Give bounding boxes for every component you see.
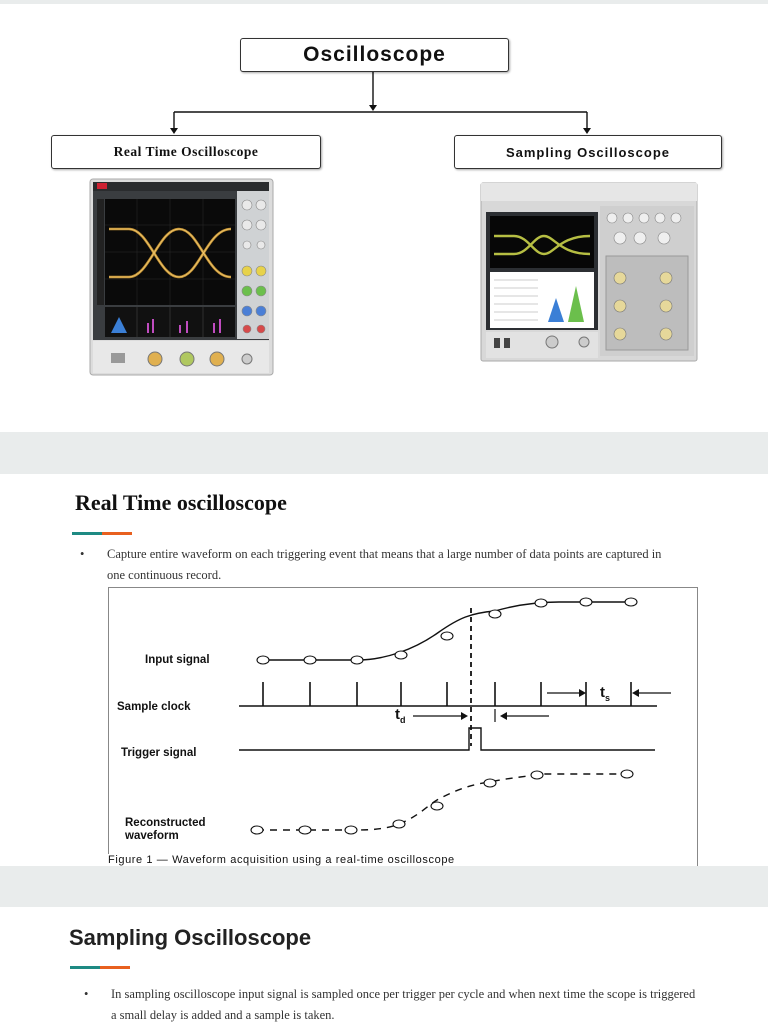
heading-accent-underline: [70, 966, 130, 969]
root-node-oscilloscope: [240, 38, 509, 72]
node-sampling-oscilloscope: [454, 135, 722, 169]
root-node-label: Oscilloscope: [303, 43, 446, 66]
slide-sampling-oscilloscope: [0, 907, 768, 1024]
bullet-marker: •: [84, 987, 89, 1001]
slide-real-time-oscilloscope: [0, 474, 768, 866]
real-time-oscilloscope-image: [89, 177, 275, 377]
input-sample-points: [257, 598, 637, 664]
bullet-capture-waveform: [80, 544, 680, 586]
node-label-sampling: Sampling Oscilloscope: [505, 144, 671, 160]
input-signal-curve: [263, 602, 629, 660]
slide-oscilloscope-types: [0, 4, 768, 432]
bullet-text: Capture entire waveform on each triggering event that means that a large number of data points are captured in one continuous record.: [107, 547, 662, 582]
section-heading-real-time: Real Time oscilloscope: [75, 490, 287, 515]
reconstructed-waveform-curve: [257, 774, 629, 830]
label-trigger-signal: Trigger signal: [121, 747, 197, 759]
label-sample-clock: Sample clock: [117, 701, 191, 713]
bullet-text: In sampling oscilloscope input signal is sampled once per trigger per cycle and when next time the scope is triggered a small delay is added and a sample is taken.: [111, 987, 696, 1022]
label-ts: $t_s$: [600, 684, 611, 703]
reconstructed-points: [251, 770, 633, 834]
node-real-time-oscilloscope: [51, 135, 321, 169]
label-waveform: waveform: [125, 830, 179, 842]
bullet-sampling-description: [84, 984, 698, 1024]
sampling-oscilloscope-image: [480, 182, 698, 364]
heading-accent-underline: [72, 532, 132, 535]
bullet-marker: •: [80, 547, 85, 561]
figure-caption: Figure 1 — Waveform acquisition using a real-time oscilloscope: [108, 854, 459, 866]
label-reconstructed: Reconstructed: [125, 817, 206, 829]
waveform-diagram: [109, 588, 699, 866]
waveform-acquisition-figure: [108, 587, 698, 866]
sample-clock-ticks: [263, 682, 631, 706]
section-heading-sampling: Sampling Oscilloscope: [69, 925, 312, 950]
trigger-signal-pulse: [239, 728, 655, 750]
label-input-signal: Input signal: [145, 654, 210, 666]
label-td: $t_d$: [395, 706, 406, 725]
node-label-real-time: Real Time Oscilloscope: [113, 144, 259, 159]
